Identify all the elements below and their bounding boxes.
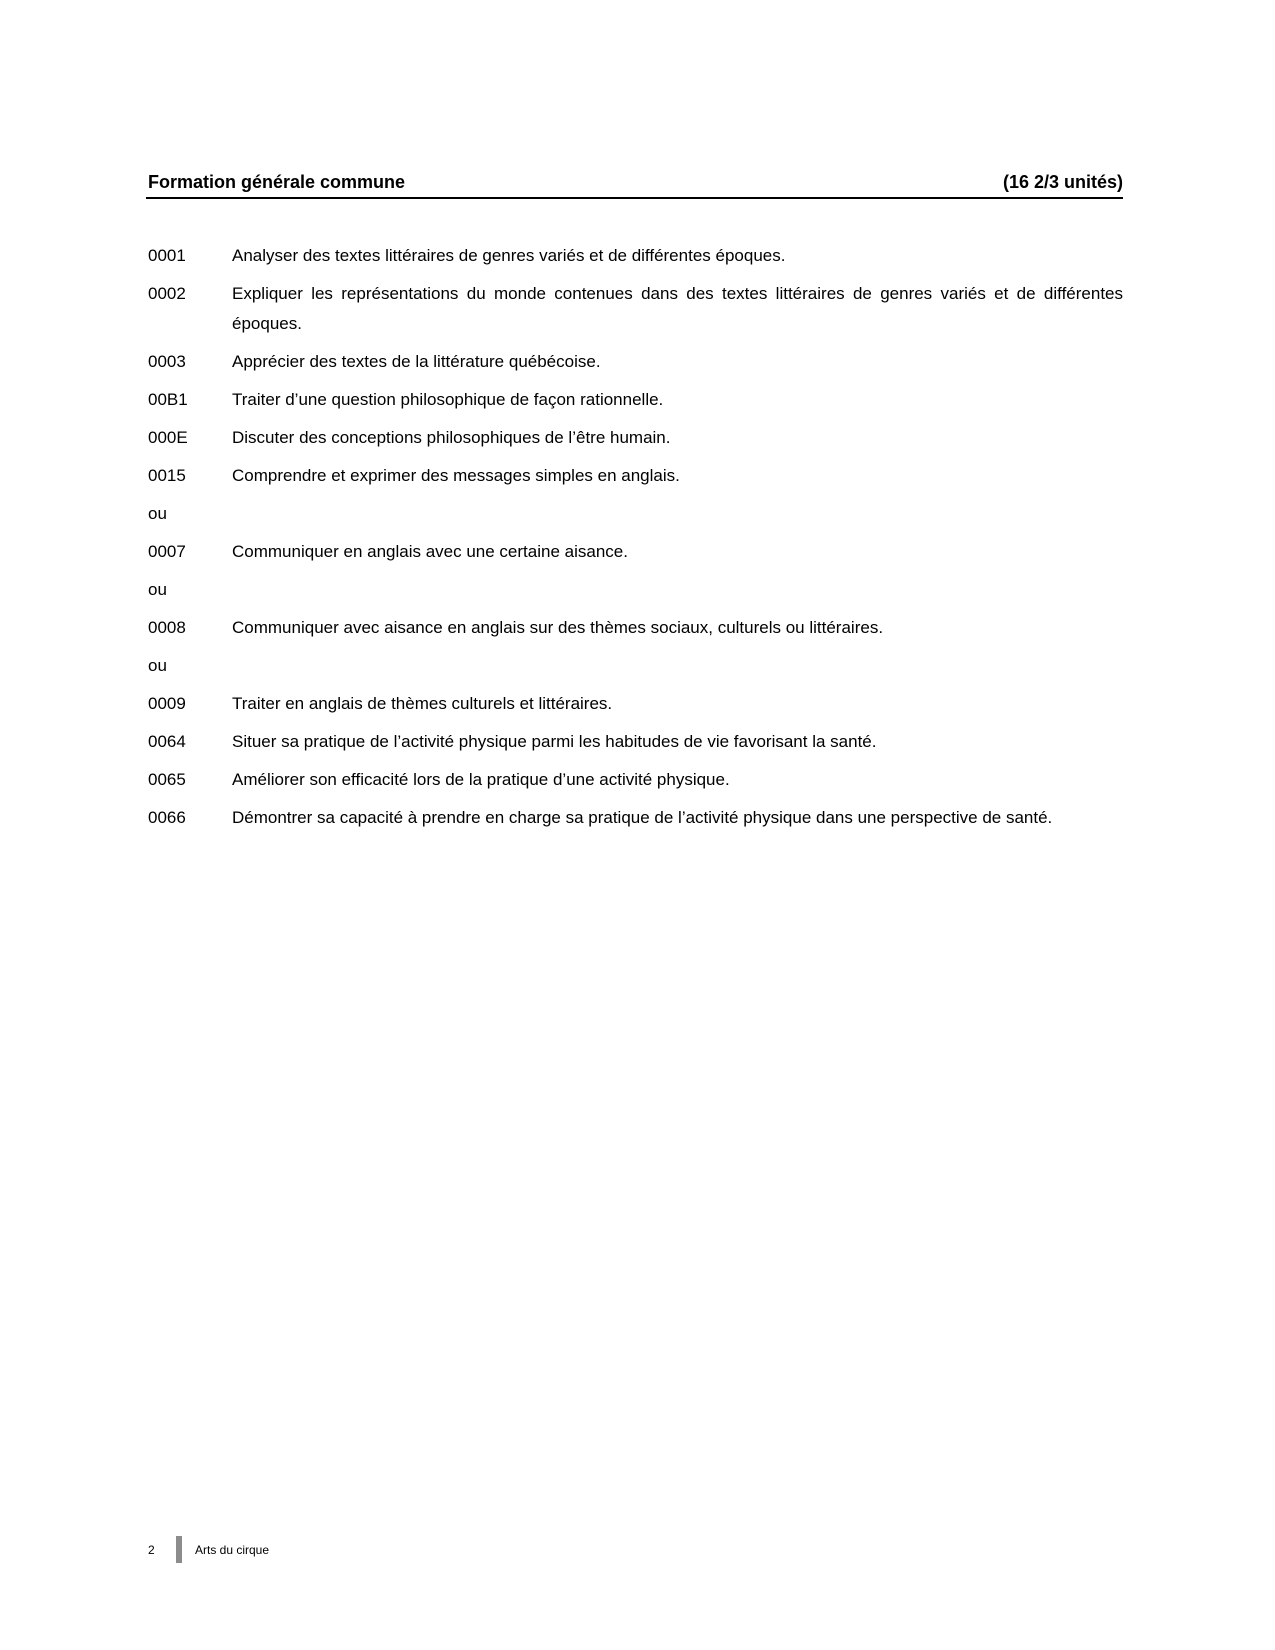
competency-code: 0007 xyxy=(148,542,186,561)
competency-row xyxy=(148,385,1123,415)
competency-text: Améliorer son efficacité lors de la pratique d’une activité physique. xyxy=(232,770,730,789)
competency-row xyxy=(148,689,1123,719)
footer-divider xyxy=(176,1536,182,1563)
competency-text xyxy=(232,499,1123,529)
competency-row xyxy=(148,575,1123,605)
competency-row xyxy=(148,803,1123,833)
competency-list xyxy=(148,241,1123,841)
competency-code: ou xyxy=(148,504,167,523)
competency-text: Communiquer avec aisance en anglais sur des thèmes sociaux, culturels ou littéraires. xyxy=(232,618,884,637)
competency-code: 0009 xyxy=(148,694,186,713)
competency-text: Discuter des conceptions philosophiques de l’être humain. xyxy=(232,428,671,447)
competency-code: 000E xyxy=(148,428,188,447)
competency-row xyxy=(148,499,1123,529)
competency-text: Démontrer sa capacité à prendre en charge sa pratique de l’activité physique dans une perspective de santé. xyxy=(232,808,1053,827)
competency-row xyxy=(148,347,1123,377)
competency-code: ou xyxy=(148,656,167,675)
competency-row xyxy=(148,423,1123,453)
competency-text: Apprécier des textes de la littérature québécoise. xyxy=(232,352,601,371)
page-number: 2 xyxy=(148,1542,155,1557)
competency-row xyxy=(148,613,1123,643)
header-divider xyxy=(146,197,1123,199)
competency-code: 0064 xyxy=(148,732,186,751)
footer-program: Arts du cirque xyxy=(195,1542,270,1557)
competency-text: Situer sa pratique de l’activité physique parmi les habitudes de vie favorisant la santé. xyxy=(232,732,877,751)
page-footer xyxy=(148,1536,269,1563)
competency-row xyxy=(148,279,1123,339)
competency-code: 0066 xyxy=(148,808,186,827)
competency-text: Traiter en anglais de thèmes culturels et littéraires. xyxy=(232,694,613,713)
competency-row xyxy=(148,537,1123,567)
competency-code: ou xyxy=(148,580,167,599)
competency-row xyxy=(148,461,1123,491)
competency-code: 0065 xyxy=(148,770,186,789)
competency-row xyxy=(148,765,1123,795)
competency-row xyxy=(148,651,1123,681)
competency-text xyxy=(232,575,1123,605)
section-units: (16 2/3 unités) xyxy=(1002,172,1123,192)
competency-text: Communiquer en anglais avec une certaine aisance. xyxy=(232,542,628,561)
competency-code: 00B1 xyxy=(148,390,188,409)
competency-code: 0008 xyxy=(148,618,186,637)
competency-code: 0001 xyxy=(148,246,186,265)
competency-row xyxy=(148,241,1123,271)
section-title: Formation générale commune xyxy=(148,172,406,192)
competency-text: Comprendre et exprimer des messages simples en anglais. xyxy=(232,466,680,485)
section-header xyxy=(148,171,1123,193)
competency-row xyxy=(148,727,1123,757)
competency-code: 0002 xyxy=(148,284,186,303)
competency-text: Traiter d’une question philosophique de façon rationnelle. xyxy=(232,390,664,409)
competency-text: Analyser des textes littéraires de genres variés et de différentes époques. xyxy=(232,246,786,265)
competency-text xyxy=(232,651,1123,681)
competency-code: 0003 xyxy=(148,352,186,371)
competency-code: 0015 xyxy=(148,466,186,485)
competency-text: Expliquer les représentations du monde contenues dans des textes littéraires de genres variés et de différentes époques. xyxy=(232,284,1123,333)
